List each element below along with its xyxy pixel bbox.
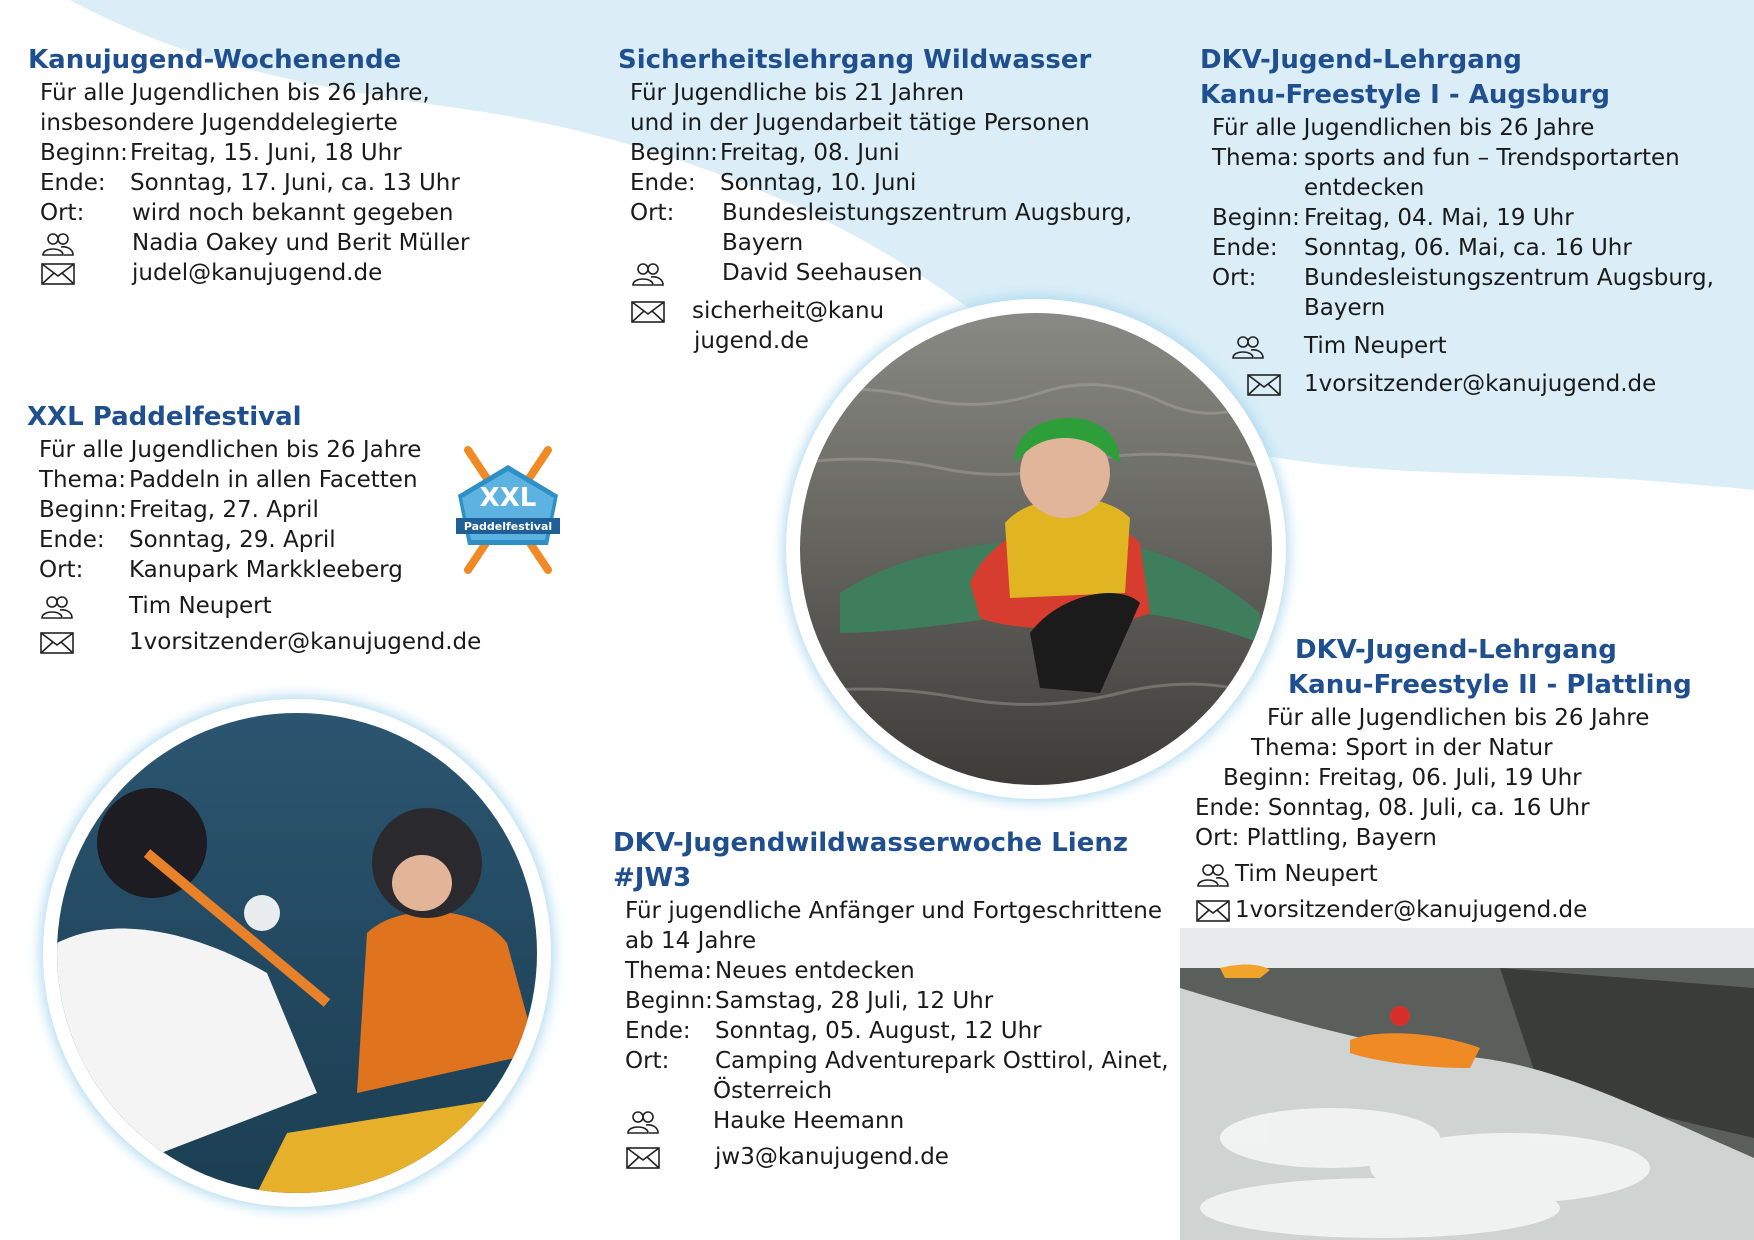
event-sicherheitslehrgang-wildwasser xyxy=(618,43,1132,356)
ende-value: Sonntag, 05. August, 12 Uhr xyxy=(715,1018,1042,1044)
people-icon xyxy=(39,594,75,620)
event-freestyle-plattling xyxy=(1195,633,1735,925)
photo-swimmer-in-whitewater xyxy=(800,313,1272,785)
event-xxl-paddelfestival xyxy=(27,400,481,657)
thema-value: sports and fun – Trendsportarten xyxy=(1304,145,1680,171)
ort-value: Bundesleistungszentrum Augsburg, xyxy=(722,200,1132,226)
contact-name: Hauke Heemann xyxy=(713,1108,905,1134)
event-kanujugend-wochenende xyxy=(28,43,469,288)
thema-value: Neues entdecken xyxy=(715,958,915,984)
target-group-detail: und in der Jugendarbeit tätige Personen xyxy=(630,110,1090,136)
people-icon xyxy=(625,1109,661,1135)
xxl-paddelfestival-logo xyxy=(448,440,568,580)
event-title: Sicherheitslehrgang Wildwasser xyxy=(618,45,1092,75)
ende-label: Ende: xyxy=(39,527,105,553)
event-subtitle: Kanu-Freestyle I - Augsburg xyxy=(1200,80,1610,110)
contact-email[interactable]: 1vorsitzender@kanujugend.de xyxy=(1304,371,1657,397)
contact-email[interactable]: jw3@kanujugend.de xyxy=(715,1144,949,1170)
ort-value: Bundesleistungszentrum Augsburg, xyxy=(1304,265,1714,291)
event-subtitle: #JW3 xyxy=(613,863,692,893)
event-subtitle: Kanu-Freestyle II - Plattling xyxy=(1288,670,1692,700)
contact-email[interactable]: 1vorsitzender@kanujugend.de xyxy=(129,629,482,655)
contact-email[interactable]: 1vorsitzender@kanujugend.de xyxy=(1235,897,1588,923)
beginn-value: Freitag, 04. Mai, 19 Uhr xyxy=(1304,205,1574,231)
ort-label: Ort: xyxy=(40,200,85,226)
thema-label: Thema: xyxy=(625,958,713,984)
beginn-label: Beginn: xyxy=(630,140,718,166)
contact-email[interactable]: judel@kanujugend.de xyxy=(132,260,383,286)
event-jugendwildwasserwoche-lienz xyxy=(613,826,1169,1172)
thema-line: Thema: Sport in der Natur xyxy=(1251,735,1553,761)
contact-name: Tim Neupert xyxy=(1235,861,1378,887)
target-group: Für alle Jugendlichen bis 26 Jahre xyxy=(39,437,422,463)
ort-label: Ort: xyxy=(39,557,84,583)
ort-label: Ort: xyxy=(625,1048,670,1074)
people-icon xyxy=(630,261,666,287)
beginn-line: Beginn: Freitag, 06. Juli, 19 Uhr xyxy=(1223,765,1582,791)
beginn-label: Beginn: xyxy=(1212,205,1300,231)
contact-name: Tim Neupert xyxy=(129,593,272,619)
ende-value: Sonntag, 17. Juni, ca. 13 Uhr xyxy=(130,170,460,196)
ende-label: Ende: xyxy=(630,170,696,196)
ort-value-cont: Österreich xyxy=(713,1078,833,1104)
ende-value: Sonntag, 10. Juni xyxy=(720,170,917,196)
contact-name: Tim Neupert xyxy=(1304,333,1447,359)
beginn-label: Beginn: xyxy=(39,497,127,523)
beginn-label: Beginn: xyxy=(40,140,128,166)
ort-line: Ort: Plattling, Bayern xyxy=(1195,825,1437,851)
ort-value: Camping Adventurepark Osttirol, Ainet, xyxy=(715,1048,1169,1074)
people-icon xyxy=(1195,862,1231,888)
envelope-icon xyxy=(39,631,75,655)
envelope-icon xyxy=(1195,899,1231,923)
event-title: Kanujugend-Wochenende xyxy=(28,45,402,75)
event-title: XXL Paddelfestival xyxy=(27,402,302,432)
envelope-icon xyxy=(40,262,76,286)
beginn-value: Samstag, 28 Juli, 12 Uhr xyxy=(715,988,994,1014)
ort-value-cont: Bayern xyxy=(722,230,804,256)
people-icon xyxy=(40,231,76,257)
ort-value-cont: Bayern xyxy=(1304,295,1386,321)
event-title: DKV-Jugend-Lehrgang xyxy=(1295,635,1617,665)
logo-text-paddelfestival: Paddelfestival xyxy=(463,520,553,533)
ende-label: Ende: xyxy=(40,170,106,196)
ende-line: Ende: Sonntag, 08. Juli, ca. 16 Uhr xyxy=(1195,795,1590,821)
ende-label: Ende: xyxy=(625,1018,691,1044)
contact-email[interactable]: sicherheit@kanu xyxy=(692,298,885,324)
thema-value: Paddeln in allen Facetten xyxy=(129,467,418,493)
ort-value: wird noch bekannt gegeben xyxy=(132,200,454,226)
event-freestyle-augsburg xyxy=(1200,43,1714,399)
ende-value: Sonntag, 06. Mai, ca. 16 Uhr xyxy=(1304,235,1632,261)
beginn-value: Freitag, 15. Juni, 18 Uhr xyxy=(130,140,402,166)
thema-label: Thema: xyxy=(1212,145,1300,171)
thema-value-cont: entdecken xyxy=(1304,175,1425,201)
beginn-value: Freitag, 27. April xyxy=(129,497,319,523)
ort-label: Ort: xyxy=(630,200,675,226)
target-group-detail: insbesondere Jugenddelegierte xyxy=(40,110,398,136)
people-icon xyxy=(1230,334,1266,360)
contact-name: David Seehausen xyxy=(722,260,923,286)
envelope-icon xyxy=(625,1146,661,1170)
thema-label: Thema: xyxy=(39,467,127,493)
target-group: Für alle Jugendlichen bis 26 Jahre xyxy=(1212,115,1595,141)
photo-kayakers-on-lake xyxy=(57,713,537,1193)
event-title: DKV-Jugend-Lehrgang xyxy=(1200,45,1522,75)
target-group: Für Jugendliche bis 21 Jahren xyxy=(630,80,965,106)
envelope-icon xyxy=(630,300,666,324)
envelope-icon xyxy=(1246,373,1282,397)
photo-freestyle-kayak-wave xyxy=(1180,928,1754,1240)
ende-label: Ende: xyxy=(1212,235,1278,261)
target-group: Für alle Jugendlichen bis 26 Jahre xyxy=(1267,705,1650,731)
ort-value: Kanupark Markkleeberg xyxy=(129,557,403,583)
beginn-label: Beginn: xyxy=(625,988,713,1014)
ort-label: Ort: xyxy=(1212,265,1257,291)
target-group-detail: ab 14 Jahre xyxy=(625,928,757,954)
contact-email-cont[interactable]: jugend.de xyxy=(694,328,809,354)
contact-name: Nadia Oakey und Berit Müller xyxy=(132,230,470,256)
target-group: Für alle Jugendlichen bis 26 Jahre, xyxy=(40,80,430,106)
beginn-value: Freitag, 08. Juni xyxy=(720,140,900,166)
ende-value: Sonntag, 29. April xyxy=(129,527,336,553)
logo-text-xxl: XXL xyxy=(479,483,537,513)
event-title: DKV-Jugendwildwasserwoche Lienz xyxy=(613,828,1128,858)
target-group: Für jugendliche Anfänger und Fortgeschrittene xyxy=(625,898,1163,924)
